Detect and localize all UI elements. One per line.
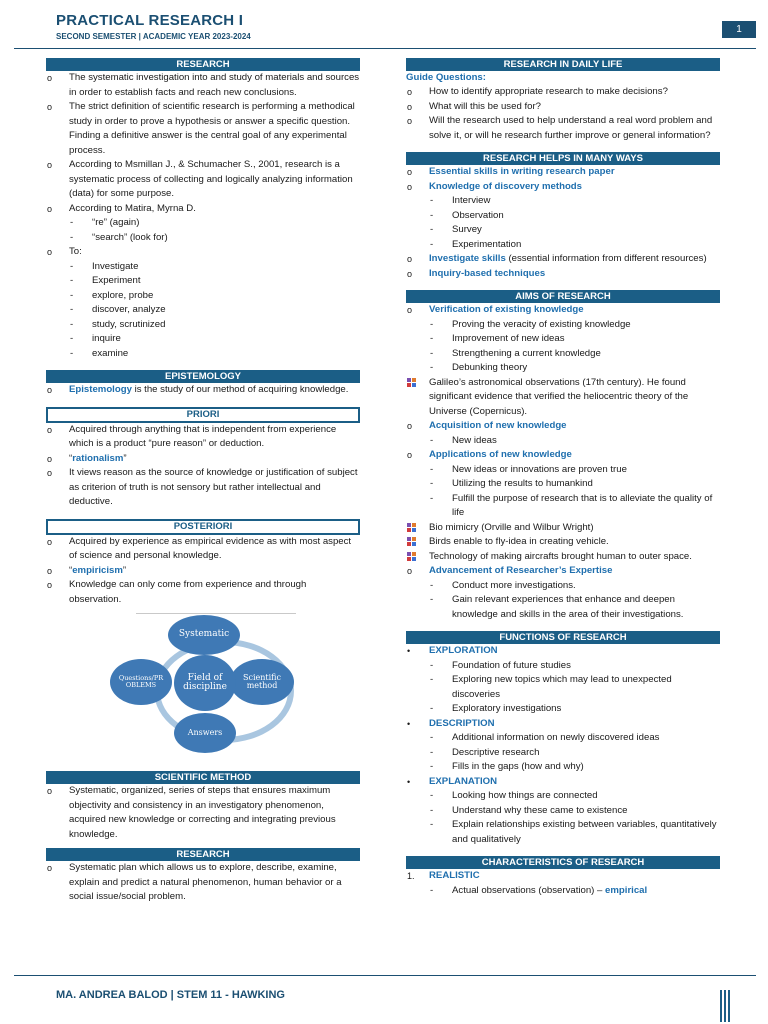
footer-rule — [14, 975, 756, 976]
list-item: o Inquiry-based techniques — [407, 267, 546, 279]
sub-item: - Debunking theory — [430, 362, 528, 373]
sub-item: - Exploratory investigations — [430, 703, 562, 714]
sub-item: - Investigate — [70, 260, 139, 272]
section-heading-research-2: RESEARCH — [46, 848, 360, 861]
list-item: o Advancement of Researcher’s Expertise — [407, 565, 613, 576]
footer-author: MA. ANDREA BALOD | STEM 11 - HAWKING — [56, 989, 285, 1001]
page-number: 1 — [722, 21, 756, 38]
document-title: PRACTICAL RESEARCH I — [56, 12, 244, 29]
list-item: o According to Msmillan J., & Schumacher S., 2001, research is a systematic process of collecting and logically analyzing information (data) for some purpose. — [47, 159, 353, 199]
sub-item: - Proving the veracity of existing knowledge — [430, 318, 631, 330]
diagram-node-bottom: Answers — [174, 713, 236, 753]
sub-item: - New ideas — [430, 434, 497, 446]
list-item: o Acquisition of new knowledge — [407, 420, 567, 431]
diagram-divider — [136, 613, 296, 614]
sub-item: - Understand why these came to existence — [430, 804, 628, 816]
section-heading-daily-life: RESEARCH IN DAILY LIFE — [406, 58, 720, 71]
sub-item: - discover, analyze — [70, 304, 166, 315]
list-item: o “rationalism” — [47, 452, 127, 464]
diagram-node-top: Systematic — [168, 615, 240, 655]
section-heading-characteristics: CHARACTERISTICS OF RESEARCH — [406, 856, 720, 869]
list-item: o Investigate skills (essential information from different resources) — [407, 253, 707, 264]
sub-item: - inquire — [70, 333, 121, 344]
sub-item: - Exploring new topics which may lead to unexpected discoveries — [430, 674, 672, 700]
list-item: o Applications of new knowledge — [407, 449, 572, 460]
section-heading-epistemology: EPISTEMOLOGY — [46, 370, 360, 383]
list-item: 1. REALISTIC — [407, 870, 480, 881]
sub-item: - Fills in the gaps (how and why) — [430, 761, 584, 772]
sub-item: - Observation — [430, 209, 504, 221]
sub-item: - Utilizing the results to humankind — [430, 478, 593, 489]
quad-bullet-icon — [407, 378, 416, 387]
list-item: o Knowledge of discovery methods — [407, 180, 582, 192]
sub-item: - examine — [70, 347, 129, 359]
sub-item: - Conduct more investigations. — [430, 579, 576, 591]
right-column — [406, 58, 720, 898]
list-item: o Essential skills in writing research paper — [407, 166, 615, 177]
list-item: • EXPLORATION — [407, 645, 498, 656]
list-item: o Acquired by experience as empirical evidence as with most aspect of science and personal knowledge. — [47, 535, 352, 561]
sub-item: - Descriptive research — [430, 746, 540, 758]
diagram-node-left: Questions/PR OBLEMS — [110, 659, 172, 705]
list-item: o Epistemology is the study of our method of acquiring knowledge. — [47, 384, 349, 395]
sub-item: - Interview — [430, 195, 491, 206]
sub-item: - Strengthening a current knowledge — [430, 347, 601, 359]
header-rule — [14, 48, 756, 49]
sub-item: - Gain relevant experiences that enhance and deepen knowledge and skills in the area of their investigations. — [430, 594, 684, 620]
sub-item: - Looking how things are connected — [430, 790, 598, 801]
list-item: o What will this be used for? — [407, 100, 541, 112]
list-item: o Will the research used to help understand a real word problem and solve it, or will he research further improve or general information? — [407, 115, 713, 141]
quad-bullet-icon — [407, 523, 416, 532]
sub-item: - Explain relationships existing between variables, quantitatively and qualitatively — [430, 819, 717, 845]
diagram-node-right: Scientific method — [230, 659, 294, 705]
list-item: o How to identify appropriate research to make decisions? — [407, 86, 668, 97]
guide-questions-label: Guide Questions: — [406, 72, 486, 83]
left-column — [46, 58, 360, 905]
sub-item: - Improvement of new ideas — [430, 333, 565, 344]
list-item: • EXPLANATION — [407, 775, 498, 787]
section-heading-functions: FUNCTIONS OF RESEARCH — [406, 631, 720, 644]
list-item: Technology of making aircrafts brought human to outer space. — [406, 550, 720, 565]
document-subtitle: SECOND SEMESTER | ACADEMIC YEAR 2023-2024 — [56, 32, 251, 41]
section-heading-research: RESEARCH — [46, 58, 360, 71]
sub-item: - Foundation of future studies — [430, 659, 571, 671]
quad-bullet-icon — [407, 552, 416, 561]
sub-item: - “re” (again) — [70, 217, 140, 228]
footer-bars-icon — [720, 990, 732, 1022]
section-heading-posteriori: POSTERIORI — [46, 519, 360, 535]
list-item: o Systematic, organized, series of steps that ensures maximum objectivity and consistency in an investigatory phenomenon, acquired new knowledge or correcting and integrating previous knowledge. — [47, 785, 336, 840]
list-item: Birds enable to fly-idea in creating vehicle. — [406, 535, 720, 550]
sub-item: - Fulfill the purpose of research that is to alleviate the quality of life — [430, 492, 713, 518]
sub-item: - Actual observations (observation) – empirical — [430, 884, 648, 896]
list-item: o Knowledge can only come from experience and through observation. — [47, 579, 307, 605]
section-heading-priori: PRIORI — [46, 407, 360, 423]
sub-item: - “search” (look for) — [70, 231, 168, 243]
list-item: o “empiricism” — [47, 564, 127, 576]
research-cycle-diagram — [46, 611, 360, 765]
sub-item: - Additional information on newly discovered ideas — [430, 732, 660, 743]
list-item: o Systematic plan which allows us to explore, describe, examine, explain and predict a natural phenomenon, human behavior or a social issue/social problem. — [47, 862, 342, 902]
sub-item: - Experimentation — [430, 238, 522, 250]
list-item: Galileo’s astronomical observations (17th century). He found significant evidence that verified the heliocentric theory of the Universe (Copernicus). — [406, 376, 720, 420]
quad-bullet-icon — [407, 537, 416, 546]
list-item: o The systematic investigation into and study of materials and sources in order to establish facts and reach new conclusions. — [47, 72, 360, 98]
sub-item: - New ideas or innovations are proven true — [430, 463, 627, 475]
list-item: o To: — [47, 246, 82, 257]
sub-item: - Survey — [430, 224, 482, 235]
list-item: Bio mimicry (Orville and Wilbur Wright) — [406, 521, 720, 536]
section-heading-aims: AIMS OF RESEARCH — [406, 290, 720, 303]
section-heading-helps: RESEARCH HELPS IN MANY WAYS — [406, 152, 720, 165]
list-item: o Verification of existing knowledge — [407, 304, 584, 315]
list-item: o It views reason as the source of knowledge or justification of subject as criterion of truth is not sensory but rather intellectual and deductive. — [47, 467, 358, 507]
list-item: o The strict definition of scientific research is performing a methodical study in order to prove a hypothesis or answer a specific question. Finding a definitive answer is the central goal of any experimental process. — [47, 101, 355, 156]
sub-item: - explore, probe — [70, 289, 154, 301]
sub-item: - study, scrutinized — [70, 318, 166, 330]
list-item: • DESCRIPTION — [407, 717, 495, 729]
section-heading-scientific-method: SCIENTIFIC METHOD — [46, 771, 360, 784]
list-item: o Acquired through anything that is independent from experience which is a product “pure reason” or deduction. — [47, 423, 337, 449]
list-item: o According to Matira, Myrna D. — [47, 202, 196, 214]
sub-item: - Experiment — [70, 275, 141, 286]
diagram-node-center: Field of discipline — [174, 655, 236, 711]
